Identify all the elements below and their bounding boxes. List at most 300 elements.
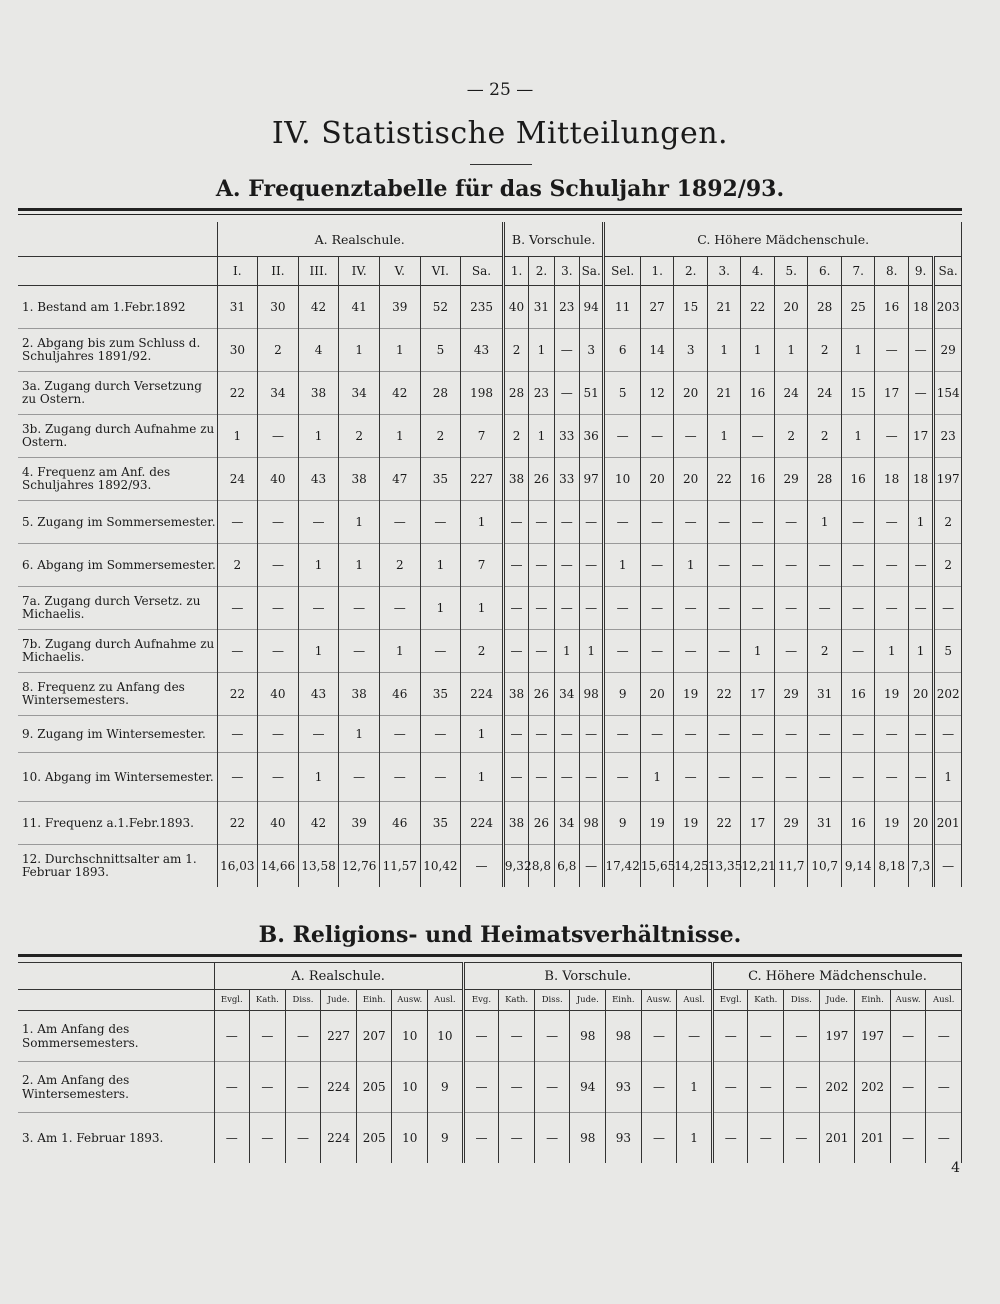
table-cell: 12,21 xyxy=(741,845,775,888)
column-header: Einh. xyxy=(606,990,642,1011)
table-cell: — xyxy=(774,501,808,544)
table-cell: 29 xyxy=(934,329,962,372)
table-cell: 10 xyxy=(392,1011,428,1062)
table-cell: 26 xyxy=(529,802,554,845)
table-cell: 36 xyxy=(579,415,603,458)
table-cell: 12,76 xyxy=(339,845,380,888)
table-cell: — xyxy=(554,587,579,630)
table-cell: 20 xyxy=(908,673,933,716)
table-cell: — xyxy=(875,544,909,587)
table-cell: — xyxy=(841,544,875,587)
table-cell: 34 xyxy=(554,802,579,845)
table-cell: 39 xyxy=(339,802,380,845)
table-cell: 19 xyxy=(674,673,708,716)
table-cell: 40 xyxy=(258,458,299,501)
table-cell: — xyxy=(554,753,579,802)
table-cell: 197 xyxy=(819,1011,855,1062)
table-cell: 28 xyxy=(503,372,528,415)
table-cell: — xyxy=(503,753,528,802)
table-cell: 21 xyxy=(707,286,741,329)
column-header: 3. xyxy=(554,257,579,286)
table-cell: 1 xyxy=(461,716,504,753)
table-cell: 33 xyxy=(554,458,579,501)
table-cell: 18 xyxy=(908,286,933,329)
table-cell: — xyxy=(529,544,554,587)
table-cell: — xyxy=(841,587,875,630)
table-cell: — xyxy=(741,415,775,458)
row-label: 2. Abgang bis zum Schluss d. Schuljahres 1891/92. xyxy=(18,329,217,372)
table-cell: 20 xyxy=(640,458,674,501)
table-cell: — xyxy=(707,630,741,673)
table-cell: — xyxy=(875,501,909,544)
column-header: Kath. xyxy=(748,990,784,1011)
table-cell: 24 xyxy=(808,372,842,415)
table-cell: — xyxy=(298,716,339,753)
corner-cell xyxy=(18,222,217,257)
row-label: 9. Zugang im Wintersemester. xyxy=(18,716,217,753)
table-cell: 22 xyxy=(707,802,741,845)
table-cell: 46 xyxy=(379,673,420,716)
column-header: Evgl. xyxy=(214,990,250,1011)
table-cell: 23 xyxy=(934,415,962,458)
table-cell: 1 xyxy=(808,501,842,544)
column-header: Kath. xyxy=(250,990,286,1011)
table-b-top-rule xyxy=(18,954,962,957)
table-cell: — xyxy=(298,501,339,544)
table-cell: 28 xyxy=(808,286,842,329)
table-cell: — xyxy=(677,1011,713,1062)
table-row xyxy=(18,673,962,716)
table-cell: 35 xyxy=(420,458,461,501)
table-cell: — xyxy=(579,501,603,544)
table-cell: — xyxy=(499,1062,535,1113)
table-cell: 40 xyxy=(503,286,528,329)
table-cell: — xyxy=(379,501,420,544)
column-header: Jude. xyxy=(819,990,855,1011)
table-cell: 9,32 xyxy=(503,845,528,888)
table-cell: 94 xyxy=(579,286,603,329)
column-header: III. xyxy=(298,257,339,286)
table-cell: 20 xyxy=(640,673,674,716)
table-cell: 224 xyxy=(321,1113,357,1164)
table-cell: 3 xyxy=(579,329,603,372)
table-cell: — xyxy=(258,501,299,544)
table-cell: 1 xyxy=(875,630,909,673)
table-cell: 2 xyxy=(934,544,962,587)
table-cell: 1 xyxy=(379,329,420,372)
table-cell: 1 xyxy=(420,587,461,630)
table-cell: — xyxy=(890,1113,926,1164)
row-label: 8. Frequenz zu Anfang des Wintersemesters. xyxy=(18,673,217,716)
table-cell: 1 xyxy=(298,544,339,587)
table-cell: — xyxy=(674,587,708,630)
table-cell: 29 xyxy=(774,673,808,716)
column-header: Ausw. xyxy=(392,990,428,1011)
table-cell: — xyxy=(741,753,775,802)
column-header: Sel. xyxy=(604,257,641,286)
column-header: VI. xyxy=(420,257,461,286)
table-cell: 16 xyxy=(741,372,775,415)
table-cell: 1 xyxy=(339,544,380,587)
table-cell: 5 xyxy=(604,372,641,415)
table-cell: — xyxy=(674,630,708,673)
table-cell: — xyxy=(748,1113,784,1164)
table-cell: — xyxy=(534,1011,570,1062)
table-cell: — xyxy=(908,587,933,630)
row-label: 6. Abgang im Sommersemester. xyxy=(18,544,217,587)
table-row xyxy=(18,1113,962,1164)
table-cell: — xyxy=(808,544,842,587)
table-cell: — xyxy=(784,1113,820,1164)
table-cell: 16,03 xyxy=(217,845,258,888)
table-cell: 2 xyxy=(808,329,842,372)
column-header: Kath. xyxy=(499,990,535,1011)
table-cell: 38 xyxy=(339,673,380,716)
table-cell: 43 xyxy=(461,329,504,372)
section-a-title: A. Frequenztabelle für das Schuljahr 1892/93. xyxy=(215,176,785,202)
table-cell: 18 xyxy=(908,458,933,501)
row-label: 1. Am Anfang des Sommersemesters. xyxy=(18,1011,214,1062)
table-cell: 29 xyxy=(774,802,808,845)
column-header: Ausl. xyxy=(428,990,464,1011)
table-cell: 25 xyxy=(841,286,875,329)
table-cell: — xyxy=(875,587,909,630)
table-cell: 28 xyxy=(420,372,461,415)
row-label: 4. Frequenz am Anf. des Schuljahres 1892/93. xyxy=(18,458,217,501)
table-cell: — xyxy=(908,544,933,587)
table-cell: 19 xyxy=(875,673,909,716)
table-cell: — xyxy=(875,329,909,372)
table-cell: — xyxy=(503,544,528,587)
table-cell: 2 xyxy=(217,544,258,587)
table-cell: 29 xyxy=(774,458,808,501)
column-header: Jude. xyxy=(570,990,606,1011)
table-cell: — xyxy=(214,1011,250,1062)
column-header: 1. xyxy=(640,257,674,286)
table-cell: — xyxy=(554,372,579,415)
table-cell: 40 xyxy=(258,673,299,716)
table-cell: — xyxy=(463,1011,499,1062)
table-cell: 10 xyxy=(604,458,641,501)
table-cell: — xyxy=(503,630,528,673)
table-cell: 9,14 xyxy=(841,845,875,888)
table-cell: 12 xyxy=(640,372,674,415)
table-a-top-rule-thin xyxy=(18,214,962,215)
table-cell: 15 xyxy=(674,286,708,329)
table-cell: — xyxy=(926,1011,962,1062)
table-cell: 2 xyxy=(503,329,528,372)
table-cell: — xyxy=(707,753,741,802)
table-cell: 2 xyxy=(808,415,842,458)
table-cell: — xyxy=(250,1113,286,1164)
table-cell: 23 xyxy=(529,372,554,415)
table-cell: 1 xyxy=(529,415,554,458)
table-cell: — xyxy=(784,1011,820,1062)
table-cell: 202 xyxy=(934,673,962,716)
table-row xyxy=(18,415,962,458)
corner-cell xyxy=(18,963,214,990)
table-cell: — xyxy=(875,415,909,458)
table-cell: — xyxy=(379,716,420,753)
table-cell: — xyxy=(841,716,875,753)
table-cell: — xyxy=(463,1113,499,1164)
table-cell: — xyxy=(529,501,554,544)
table-cell: 31 xyxy=(529,286,554,329)
page-number: — 25 — xyxy=(466,80,534,100)
table-cell: 2 xyxy=(808,630,842,673)
table-row xyxy=(18,286,962,329)
table-cell: 1 xyxy=(579,630,603,673)
table-cell: — xyxy=(934,845,962,888)
table-cell: 98 xyxy=(579,673,603,716)
row-label: 3a. Zugang durch Versetzung zu Ostern. xyxy=(18,372,217,415)
table-cell: 19 xyxy=(640,802,674,845)
table-cell: 20 xyxy=(674,458,708,501)
table-cell: — xyxy=(250,1062,286,1113)
table-cell: — xyxy=(463,1062,499,1113)
table-cell: — xyxy=(298,587,339,630)
table-cell: 2 xyxy=(461,630,504,673)
table-cell: 1 xyxy=(934,753,962,802)
table-cell: 205 xyxy=(356,1113,392,1164)
table-cell: — xyxy=(908,372,933,415)
table-cell: 14,25 xyxy=(674,845,708,888)
table-cell: 16 xyxy=(741,458,775,501)
table-cell: — xyxy=(339,630,380,673)
table-cell: 9 xyxy=(604,802,641,845)
table-cell: 31 xyxy=(808,673,842,716)
table-cell: 3 xyxy=(674,329,708,372)
table-cell: 17 xyxy=(875,372,909,415)
table-cell: — xyxy=(503,587,528,630)
table-cell: 201 xyxy=(855,1113,891,1164)
table-cell: — xyxy=(604,753,641,802)
table-cell: 10 xyxy=(392,1062,428,1113)
table-cell: 93 xyxy=(606,1062,642,1113)
table-cell: 18 xyxy=(875,458,909,501)
table-cell: — xyxy=(707,501,741,544)
column-header: Ausl. xyxy=(677,990,713,1011)
table-cell: 5 xyxy=(420,329,461,372)
table-cell: 13,58 xyxy=(298,845,339,888)
table-cell: 2 xyxy=(774,415,808,458)
table-a-top-rule xyxy=(18,208,962,211)
table-cell: — xyxy=(258,415,299,458)
table-cell: 51 xyxy=(579,372,603,415)
table-cell: 1 xyxy=(774,329,808,372)
row-label: 3b. Zugang durch Aufnahme zu Ostern. xyxy=(18,415,217,458)
column-header: 1. xyxy=(503,257,528,286)
column-header: I. xyxy=(217,257,258,286)
table-cell: — xyxy=(604,587,641,630)
table-cell: — xyxy=(499,1113,535,1164)
column-header: Sa. xyxy=(579,257,603,286)
table-cell: 19 xyxy=(674,802,708,845)
table-cell: 17 xyxy=(741,802,775,845)
table-cell: 2 xyxy=(934,501,962,544)
table-cell: — xyxy=(285,1062,321,1113)
table-cell: — xyxy=(529,587,554,630)
table-cell: 1 xyxy=(604,544,641,587)
table-cell: 1 xyxy=(339,329,380,372)
table-cell: 98 xyxy=(579,802,603,845)
column-header: Ausw. xyxy=(890,990,926,1011)
table-cell: 35 xyxy=(420,802,461,845)
table-row xyxy=(18,1011,962,1062)
table-cell: 1 xyxy=(707,415,741,458)
row-label: 1. Bestand am 1.Febr.1892 xyxy=(18,286,217,329)
table-cell: — xyxy=(250,1011,286,1062)
table-cell: — xyxy=(741,716,775,753)
table-cell: — xyxy=(674,716,708,753)
table-cell: 5 xyxy=(934,630,962,673)
table-cell: — xyxy=(674,501,708,544)
table-cell: 1 xyxy=(461,501,504,544)
table-cell: 7 xyxy=(461,544,504,587)
table-cell: 17 xyxy=(908,415,933,458)
column-header: 4. xyxy=(741,257,775,286)
table-cell: — xyxy=(641,1113,677,1164)
table-cell: — xyxy=(258,544,299,587)
table-cell: 10,7 xyxy=(808,845,842,888)
table-cell: — xyxy=(258,716,299,753)
table-cell: 22 xyxy=(707,673,741,716)
table-cell: 20 xyxy=(908,802,933,845)
table-cell: — xyxy=(554,716,579,753)
table-cell: 224 xyxy=(461,673,504,716)
table-cell: 227 xyxy=(461,458,504,501)
table-cell: 1 xyxy=(379,630,420,673)
table-cell: 22 xyxy=(217,802,258,845)
table-cell: 2 xyxy=(258,329,299,372)
table-cell: — xyxy=(875,753,909,802)
table-cell: 1 xyxy=(461,587,504,630)
table-cell: 1 xyxy=(461,753,504,802)
table-cell: 203 xyxy=(934,286,962,329)
table-cell: — xyxy=(808,716,842,753)
table-cell: 17,42 xyxy=(604,845,641,888)
table-cell: 47 xyxy=(379,458,420,501)
table-cell: 11,57 xyxy=(379,845,420,888)
table-cell: — xyxy=(674,415,708,458)
table-cell: — xyxy=(503,716,528,753)
table-cell: 8,8 xyxy=(529,845,554,888)
table-cell: — xyxy=(285,1113,321,1164)
table-cell: 1 xyxy=(841,415,875,458)
column-header: Evg. xyxy=(463,990,499,1011)
group-header: A. Realschule. xyxy=(214,963,463,990)
group-header: C. Höhere Mädchenschule. xyxy=(604,222,962,257)
table-cell: — xyxy=(214,1113,250,1164)
table-cell: — xyxy=(748,1011,784,1062)
table-row xyxy=(18,716,962,753)
column-header: Sa. xyxy=(461,257,504,286)
table-cell: 1 xyxy=(379,415,420,458)
table-cell: 197 xyxy=(934,458,962,501)
table-cell: — xyxy=(741,501,775,544)
table-cell: 1 xyxy=(741,329,775,372)
table-cell: — xyxy=(674,753,708,802)
column-header: 3. xyxy=(707,257,741,286)
table-row xyxy=(18,753,962,802)
table-cell: — xyxy=(217,587,258,630)
table-row xyxy=(18,587,962,630)
table-cell: — xyxy=(808,753,842,802)
table-cell: 1 xyxy=(841,329,875,372)
table-cell: — xyxy=(554,501,579,544)
table-cell: — xyxy=(420,716,461,753)
table-cell: 7 xyxy=(461,415,504,458)
table-cell: 1 xyxy=(217,415,258,458)
table-cell: 22 xyxy=(741,286,775,329)
table-cell: — xyxy=(641,1062,677,1113)
table-cell: 1 xyxy=(339,501,380,544)
table-cell: — xyxy=(554,544,579,587)
table-cell: — xyxy=(420,753,461,802)
table-cell: 1 xyxy=(529,329,554,372)
table-cell: 1 xyxy=(908,630,933,673)
group-header: C. Höhere Mädchenschule. xyxy=(712,963,961,990)
table-cell: 15,65 xyxy=(640,845,674,888)
column-header: Ausl. xyxy=(926,990,962,1011)
table-cell: — xyxy=(707,587,741,630)
table-cell: 41 xyxy=(339,286,380,329)
table-cell: 98 xyxy=(570,1113,606,1164)
row-label: 10. Abgang im Wintersemester. xyxy=(18,753,217,802)
group-header: B. Vorschule. xyxy=(503,222,604,257)
table-row xyxy=(18,1062,962,1113)
table-row xyxy=(18,802,962,845)
table-cell: 24 xyxy=(774,372,808,415)
table-cell: — xyxy=(214,1062,250,1113)
table-cell: — xyxy=(712,1011,748,1062)
column-header: 5. xyxy=(774,257,808,286)
table-cell: 42 xyxy=(298,802,339,845)
group-header: A. Realschule. xyxy=(217,222,503,257)
table-cell: 9 xyxy=(428,1062,464,1113)
table-cell: 207 xyxy=(356,1011,392,1062)
table-cell: 15 xyxy=(841,372,875,415)
table-cell: 1 xyxy=(554,630,579,673)
table-cell: 2 xyxy=(503,415,528,458)
table-cell: 10 xyxy=(392,1113,428,1164)
table-cell: 17 xyxy=(741,673,775,716)
table-cell: — xyxy=(908,753,933,802)
table-cell: — xyxy=(774,587,808,630)
table-cell: — xyxy=(258,587,299,630)
corner-cell xyxy=(18,990,214,1011)
table-row xyxy=(18,458,962,501)
table-cell: 1 xyxy=(707,329,741,372)
table-cell: 9 xyxy=(428,1113,464,1164)
table-cell: — xyxy=(640,587,674,630)
table-cell: — xyxy=(926,1062,962,1113)
column-header: Diss. xyxy=(534,990,570,1011)
table-cell: 20 xyxy=(674,372,708,415)
table-cell: 38 xyxy=(339,458,380,501)
table-cell: 1 xyxy=(908,501,933,544)
table-cell: 43 xyxy=(298,458,339,501)
table-cell: 6 xyxy=(604,329,641,372)
table-cell: — xyxy=(529,716,554,753)
table-cell: 22 xyxy=(217,372,258,415)
table-cell: 198 xyxy=(461,372,504,415)
table-cell: 10 xyxy=(428,1011,464,1062)
table-cell: 197 xyxy=(855,1011,891,1062)
table-cell: — xyxy=(339,587,380,630)
table-cell: — xyxy=(712,1062,748,1113)
title-rule xyxy=(470,164,532,165)
